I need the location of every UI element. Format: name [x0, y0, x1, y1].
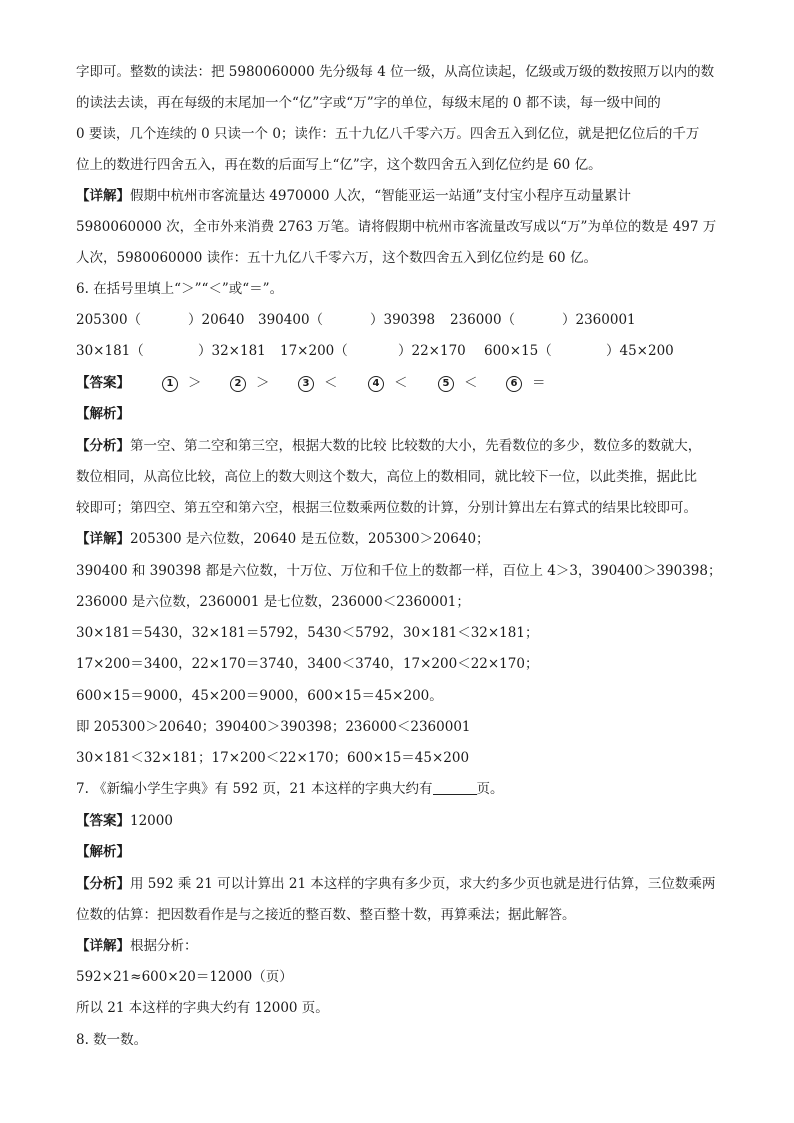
answer-item	[230, 372, 270, 394]
detail-paragraph	[76, 529, 490, 549]
comparison-left: 390400（	[258, 312, 324, 328]
answer-symbol: ＜	[394, 375, 408, 391]
comparison-left: 205300（	[76, 312, 142, 328]
text-line: 即 205300＞20640；390400＞390398；236000＜2360001	[76, 719, 471, 735]
detail-text: 假期中杭州市客流量达 4970000 人次，“智能亚运一站通”支付宝小程序互动量累计	[130, 188, 632, 204]
question-7-title	[76, 779, 504, 799]
analysis-tag: 【解析】	[76, 406, 130, 422]
text-line: 30×181＝5430，32×181＝5792，5430＜5792，30×181＜32×181；	[76, 625, 539, 641]
text-line: 17×200＝3400，22×170＝3740，3400＜3740，17×200＜22×170；	[76, 656, 539, 672]
answer-item	[438, 372, 478, 394]
analysis-tag: 【解析】	[76, 844, 130, 860]
fenxi-text: 第一空、第二空和第三空，根据大数的比较 比较数的大小，先看数位的多少，数位多的数就大，	[130, 438, 702, 454]
comparison-right: ）2360001	[562, 312, 636, 328]
answer-symbol: ＝	[532, 375, 546, 391]
answer-item	[368, 372, 408, 394]
comparison-left: 30×181（	[76, 343, 144, 359]
text-line: 数位相同，从高位比较，高位上的数大则这个数大，高位上的数相同，就比较下一位，以此类推，据此比	[76, 469, 697, 485]
answer-blank	[433, 780, 477, 795]
text-line: 5980060000 次，全市外来消费 2763 万笔。请将假期中杭州市客流量改写成以“万”为单位的数是 497 万	[76, 219, 717, 235]
comparison-left: 17×200（	[280, 343, 348, 359]
comparison-right: ）45×200	[606, 343, 674, 359]
text-line: 390400 和 390398 都是六位数，十万位、万位和千位上的数都一样，百位上 4＞3，390400＞390398；	[76, 563, 722, 579]
answer-row	[76, 372, 546, 394]
fenxi-text: 用 592 乘 21 可以计算出 21 本这样的字典有多少页，求大约多少页也就是进行估算，三位数乘两	[130, 876, 716, 892]
detail-paragraph	[76, 936, 198, 956]
circled-number: 5	[438, 376, 454, 392]
text-line: 592×21≈600×20＝12000（页）	[76, 969, 293, 985]
detail-paragraph	[76, 186, 631, 206]
text-line: 600×15＝9000，45×200＝9000，600×15＝45×200。	[76, 688, 443, 704]
answer-paragraph	[76, 811, 173, 831]
detail-tag: 【详解】	[76, 531, 130, 547]
answer-symbol: ＜	[464, 375, 478, 391]
comparison-left: 600×15（	[484, 343, 552, 359]
question-text: 7. 《新编小学生字典》有 592 页，21 本这样的字典大约有	[76, 781, 433, 797]
fenxi-tag: 【分析】	[76, 876, 130, 892]
detail-text: 205300 是六位数，20640 是五位数，205300＞20640；	[130, 531, 490, 547]
fenxi-paragraph	[76, 874, 715, 894]
detail-tag: 【详解】	[76, 938, 130, 954]
circled-number: 2	[230, 376, 246, 392]
comparison-left: 236000（	[450, 312, 516, 328]
detail-text: 根据分析：	[130, 938, 198, 954]
answer-tag: 【答案】	[76, 375, 130, 391]
circled-number: 6	[506, 376, 522, 392]
answer-value: 12000	[130, 813, 173, 829]
question-text: 页。	[476, 781, 504, 797]
question-6-title: 6. 在括号里填上“＞”“＜”或“＝”。	[76, 281, 284, 297]
detail-tag: 【详解】	[76, 188, 130, 204]
comparison-right: ）22×170	[398, 343, 466, 359]
circled-number: 4	[368, 376, 384, 392]
comparison-right: ）32×181	[198, 343, 266, 359]
answer-item	[506, 372, 546, 394]
answer-item	[298, 372, 338, 394]
text-line: 位上的数进行四舍五入，再在数的后面写上“亿”字，这个数四舍五入到亿位约是 60 亿。	[76, 157, 602, 173]
comparison-right: ）20640	[188, 312, 245, 328]
text-line: 30×181＜32×181；17×200＜22×170；600×15＝45×200	[76, 750, 470, 766]
answer-symbol: ＞	[256, 375, 270, 391]
answer-symbol: ＜	[324, 375, 338, 391]
fenxi-paragraph	[76, 436, 701, 456]
text-line: 位数的估算：把因数看作是与之接近的整百数、整百整十数，再算乘法；据此解答。	[76, 907, 576, 923]
comparison-right: ）390398	[370, 312, 436, 328]
text-line: 字即可。整数的读法：把 5980060000 先分级每 4 位一级，从高位读起，亿级或万级的数按照万以内的数	[76, 64, 715, 80]
answer-tag: 【答案】	[76, 813, 130, 829]
circled-number: 3	[298, 376, 314, 392]
answer-item	[162, 372, 202, 394]
circled-number: 1	[162, 376, 178, 392]
text-line: 较即可；第四空、第五空和第六空，根据三位数乘两位数的计算，分别计算出左右算式的结果比较即可。	[76, 500, 697, 516]
fenxi-tag: 【分析】	[76, 438, 130, 454]
answer-symbol: ＞	[188, 375, 202, 391]
text-line: 0 要读，几个连续的 0 只读一个 0；读作：五十九亿八千零六万。四舍五入到亿位，就是把亿位后的千万	[76, 126, 700, 142]
text-line: 人次，5980060000 读作：五十九亿八千零六万，这个数四舍五入到亿位约是 60 亿。	[76, 250, 597, 266]
text-line: 的读法去读，再在每级的末尾加一个“亿”字或“万”字的单位，每级末尾的 0 都不读，每一级中间的	[76, 95, 661, 111]
text-line: 236000 是六位数，2360001 是七位数，236000＜2360001；	[76, 594, 470, 610]
text-line: 所以 21 本这样的字典大约有 12000 页。	[76, 1000, 329, 1016]
question-8-title: 8. 数一数。	[76, 1032, 148, 1048]
